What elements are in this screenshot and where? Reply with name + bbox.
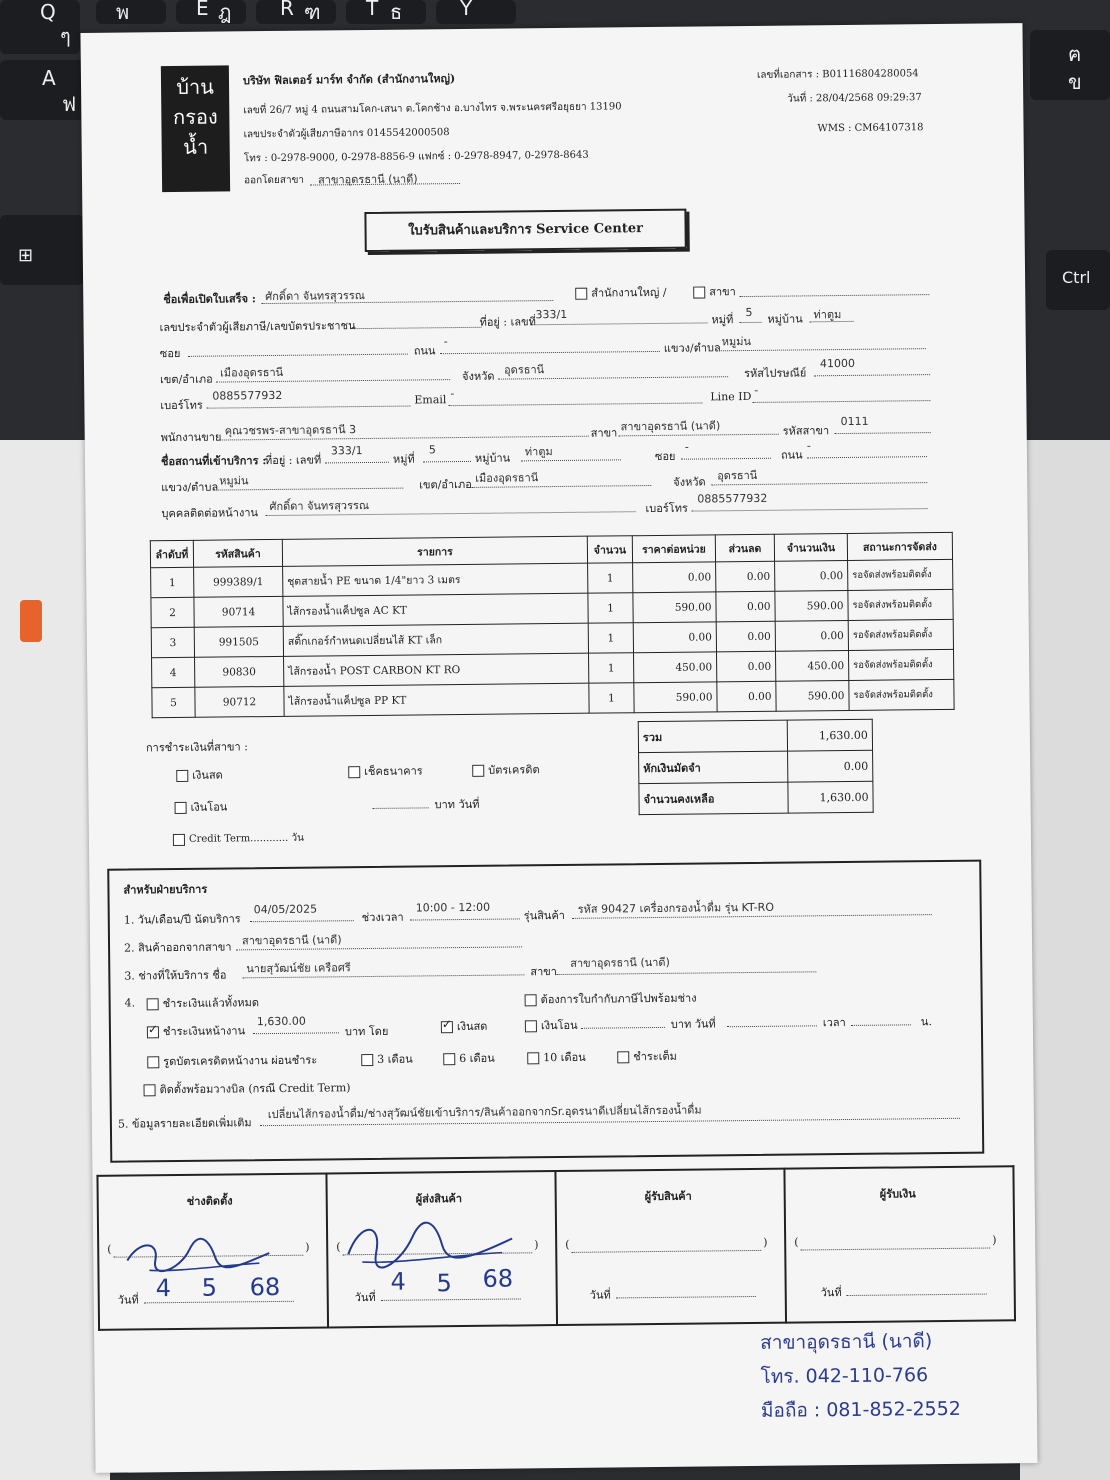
cell-qty: 1 bbox=[588, 623, 633, 653]
paid-all-label: ชำระเงินแล้วทั้งหมด bbox=[162, 996, 260, 1011]
sl-phone-label: เบอร์โทร bbox=[645, 501, 688, 516]
col-header: รายการ bbox=[282, 536, 587, 566]
additional-info-label: 5. ข้อมูลรายละเอียดเพิ่มเติม bbox=[117, 1116, 252, 1131]
sig-year: 68 bbox=[482, 1264, 514, 1293]
logo-line: น้ำ bbox=[183, 134, 209, 159]
company-phone: โทร : 0-2978-9000, 0-2978-8856-9 แฟกซ์ : 0-2978-8947, 0-2978-8643 bbox=[243, 149, 589, 165]
keyboard-key bbox=[256, 0, 336, 24]
m3-label: 3 เดือน bbox=[377, 1052, 413, 1066]
cell-code: 90714 bbox=[194, 596, 283, 627]
keyboard-key bbox=[436, 0, 516, 24]
keyboard-key bbox=[96, 0, 166, 24]
balance-value: 1,630.00 bbox=[788, 781, 873, 813]
cell-unit-price: 450.00 bbox=[634, 652, 717, 683]
service-section bbox=[107, 860, 984, 1163]
pay-onsite-option bbox=[147, 1021, 245, 1040]
issued-by-label: ออกโดยสาขา bbox=[243, 174, 305, 187]
sig-paren: ( bbox=[336, 1240, 341, 1254]
sig-paren: ( bbox=[565, 1237, 570, 1251]
install-bill-checkbox[interactable] bbox=[143, 1084, 155, 1096]
cell-discount: 0.00 bbox=[717, 651, 776, 682]
cell-description: ไส้กรองน้ำแค็ปซูล AC KT bbox=[283, 593, 588, 626]
village-value: ท่าตูม bbox=[813, 308, 842, 322]
cell-description: ไส้กรองน้ำ POST CARBON KT RO bbox=[284, 653, 589, 686]
paid-all-checkbox[interactable] bbox=[147, 998, 159, 1010]
pay-cash-label: เงินสด bbox=[192, 768, 223, 782]
staff-branch-value: สาขาอุดรธานี (นาดี) bbox=[620, 419, 721, 434]
sig-day: 4 bbox=[390, 1267, 407, 1296]
sig-paren: ) bbox=[305, 1240, 310, 1254]
pay-transfer-option bbox=[175, 797, 228, 816]
m6-checkbox[interactable] bbox=[443, 1053, 455, 1065]
signature-label: ผู้รับสินค้า bbox=[644, 1189, 692, 1204]
m10-label: 10 เดือน bbox=[543, 1050, 586, 1065]
signature-row bbox=[97, 1166, 1015, 1330]
cell-qty: 1 bbox=[589, 683, 634, 713]
key-label: ๆ bbox=[60, 24, 71, 48]
swipe-label: รูดบัตรเครดิตหน้างาน ผ่อนชำระ bbox=[163, 1053, 318, 1069]
summary-table bbox=[638, 719, 874, 815]
sl-subdistrict-value: หมูม่น bbox=[219, 474, 249, 488]
signature-label: ผู้รับเงิน bbox=[879, 1187, 916, 1201]
item4-number: 4. bbox=[124, 996, 136, 1010]
sig-paren: ) bbox=[992, 1233, 997, 1247]
signature-box-sender bbox=[326, 1171, 557, 1327]
cell-qty: 1 bbox=[588, 563, 633, 593]
cell-discount: 0.00 bbox=[717, 681, 776, 712]
subdistrict-value: หมูม่น bbox=[721, 334, 752, 349]
key-label: Y bbox=[460, 0, 473, 20]
onsite-n-label: น. bbox=[920, 1015, 932, 1029]
soi-label: ซอย bbox=[159, 346, 181, 361]
sig-date-label: วันที่ bbox=[117, 1293, 139, 1307]
pay-transfer-label: เงินโอน bbox=[190, 800, 228, 814]
need-receipt-checkbox[interactable] bbox=[525, 994, 537, 1006]
sl-soi-value: - bbox=[684, 440, 689, 454]
cell-amount: 590.00 bbox=[775, 590, 848, 621]
onsite-transfer-label: เงินโอน bbox=[540, 1018, 578, 1033]
pay-onsite-checkbox[interactable] bbox=[147, 1026, 159, 1038]
sl-province-value: อุดรธานี bbox=[717, 468, 758, 483]
tax-id-label: เลขประจำตัวผู้เสียภาษี/เลขบัตรประชาชน bbox=[159, 319, 356, 335]
logo-line: บ้าน bbox=[176, 74, 214, 99]
full-pay-checkbox[interactable] bbox=[617, 1051, 629, 1063]
windows-icon: ⊞ bbox=[18, 245, 34, 266]
issued-by-value: สาขาอุดรธานี (นาดี) bbox=[317, 172, 418, 187]
addr-label: ที่อยู่ : เลขที่ bbox=[479, 315, 536, 329]
sl-road-value: - bbox=[806, 439, 811, 453]
m10-checkbox[interactable] bbox=[527, 1052, 539, 1064]
full-pay-label: ชำระเต็ม bbox=[633, 1049, 677, 1064]
key-label: ข bbox=[1068, 70, 1082, 94]
cell-amount: 590.00 bbox=[776, 680, 849, 711]
key-label: R bbox=[280, 0, 294, 20]
sl-district-value: เมืองอุดรธานี bbox=[475, 471, 539, 485]
deposit-value: 0.00 bbox=[788, 750, 873, 782]
cell-code: 90830 bbox=[195, 656, 284, 687]
cell-discount: 0.00 bbox=[716, 621, 775, 652]
subdistrict-label: แขวง/ตำบล bbox=[663, 341, 721, 355]
key-label: Ctrl bbox=[1062, 268, 1091, 287]
cell-discount: 0.00 bbox=[716, 561, 775, 592]
need-receipt-option bbox=[525, 989, 697, 1009]
staff-branch-label: สาขา bbox=[590, 426, 618, 440]
cell-amount: 0.00 bbox=[775, 620, 848, 651]
onsite-baht-date: บาท วันที่ bbox=[670, 1017, 716, 1031]
company-name: บริษัท ฟิลเตอร์ มาร์ท จำกัด (สำนักงานใหญ่) bbox=[242, 72, 456, 88]
sig-month: 5 bbox=[436, 1269, 453, 1298]
key-label: A bbox=[42, 66, 56, 90]
sl-soi-label: ซอย bbox=[654, 449, 676, 463]
signature-label: ช่างติดตั้ง bbox=[186, 1194, 233, 1208]
summary-row bbox=[639, 750, 873, 783]
tech-branch-label: สาขา bbox=[530, 965, 558, 979]
deposit-label: หักเงินมัดจำ bbox=[639, 751, 788, 784]
tech-branch-value: สาขาอุดรธานี (นาดี) bbox=[570, 955, 670, 970]
baht-by-label: บาท โดย bbox=[344, 1024, 389, 1039]
hq-option bbox=[575, 283, 667, 302]
cell-qty: 1 bbox=[589, 653, 634, 683]
pay-cash-checkbox[interactable] bbox=[176, 770, 188, 782]
doc-date: วันที่ : 28/04/2568 09:29:37 bbox=[787, 92, 922, 105]
cell-code: 991505 bbox=[194, 626, 283, 657]
document-title-text: ใบรับสินค้าและบริการ Service Center bbox=[408, 221, 644, 239]
doc-number: เลขที่เอกสาร : B01116804280054 bbox=[756, 68, 919, 81]
key-label: ฅ bbox=[1068, 42, 1082, 66]
cell-index: 3 bbox=[151, 627, 194, 657]
onsite-transfer-checkbox[interactable] bbox=[525, 1020, 537, 1032]
phone-label: เบอร์โทร bbox=[160, 398, 203, 413]
cell-index: 2 bbox=[151, 597, 194, 627]
keyboard-key bbox=[0, 0, 80, 54]
onsite-cash-option bbox=[441, 1017, 488, 1035]
pay-card-option bbox=[472, 760, 540, 779]
cell-qty: 1 bbox=[588, 593, 633, 623]
addr-no: 333/1 bbox=[535, 307, 568, 322]
summary-row bbox=[638, 719, 872, 752]
key-label: ฟ bbox=[62, 92, 77, 116]
keyboard-key bbox=[1030, 30, 1110, 100]
payment-label: การชำระเงินที่สาขา : bbox=[145, 740, 248, 755]
m6-option bbox=[443, 1049, 495, 1068]
swipe-checkbox[interactable] bbox=[147, 1056, 159, 1068]
hq-checkbox[interactable] bbox=[575, 288, 587, 300]
stamp-branch: สาขาอุดรธานี (นาดี) bbox=[760, 1330, 933, 1354]
additional-info-value: เปลี่ยนไส้กรองน้ำดื่ม/ช่างสุวัฒน์ชัยเข้าบริการ/สินค้าออกจากSr.อุดรนาดีเปลี่ยนไส้กรองน้ำดื่ม bbox=[267, 1103, 702, 1122]
signature-table bbox=[96, 1165, 1016, 1331]
pay-card-checkbox[interactable] bbox=[472, 765, 484, 777]
stamp-tel: โทร. 042-110-766 bbox=[760, 1364, 929, 1388]
cell-unit-price: 590.00 bbox=[633, 592, 716, 623]
pay-onsite-amount: 1,630.00 bbox=[256, 1014, 306, 1029]
col-header: รหัสสินค้า bbox=[193, 539, 282, 567]
col-header: ราคาต่อหน่วย bbox=[632, 535, 715, 563]
district-label: เขต/อำเภอ bbox=[160, 372, 213, 387]
cell-unit-price: 0.00 bbox=[633, 562, 716, 593]
cell-index: 5 bbox=[152, 687, 195, 717]
postcode-value: 41000 bbox=[819, 356, 856, 371]
sales-label: พนักงานขาย bbox=[160, 430, 222, 445]
sig-date-label: วันที่ bbox=[820, 1286, 842, 1300]
village-label: หมู่บ้าน bbox=[767, 312, 803, 326]
sl-moo-label: หมู่ที่ bbox=[392, 452, 415, 466]
service-location-label: ชื่อสถานที่เข้าบริการ : bbox=[160, 454, 267, 469]
company-address: เลขที่ 26/7 หมู่ 4 ถนนสามโคก-เสนา ต.โคกช้าง อ.บางไทร จ.พระนครศรีอยุธยา 13190 bbox=[243, 101, 622, 117]
sig-paren: ( bbox=[107, 1242, 112, 1256]
cell-status: รอจัดส่งพร้อมติดตั้ง bbox=[848, 559, 953, 590]
cell-status: รอจัดส่งพร้อมติดตั้ง bbox=[848, 649, 953, 680]
province-label: จังหวัด bbox=[462, 369, 495, 383]
cell-index: 4 bbox=[152, 657, 195, 687]
sl-village-label: หมู่บ้าน bbox=[474, 451, 511, 465]
key-label: พ bbox=[116, 0, 130, 24]
branch-option bbox=[693, 282, 736, 300]
signature-box-receiver bbox=[555, 1169, 786, 1325]
sl-village-value: ท่าตูม bbox=[524, 445, 553, 459]
onsite-cash-label: เงินสด bbox=[456, 1019, 488, 1034]
balance-label: จำนวนคงเหลือ bbox=[639, 782, 788, 815]
pay-baht-date: บาท วันที่ bbox=[434, 797, 480, 812]
sl-phone-value: 0885577932 bbox=[697, 491, 768, 506]
onsite-time-label: เวลา bbox=[822, 1016, 846, 1030]
sl-province-label: จังหวัด bbox=[673, 475, 706, 489]
signature-box-payee bbox=[784, 1166, 1015, 1322]
out-of-branch-value: สาขาอุดรธานี (นาดี) bbox=[241, 933, 342, 948]
postcode-label: รหัสไปรษณีย์ bbox=[744, 366, 807, 381]
sales-value: คุณวชรพร-สาขาอุดรธานี 3 bbox=[224, 423, 357, 438]
moo-label: หมู่ที่ bbox=[711, 313, 734, 327]
cell-code: 999389/1 bbox=[194, 566, 283, 597]
cell-code: 90712 bbox=[195, 686, 284, 717]
model-value: รหัส 90427 เครื่องกรองน้ำดื่ม รุ่น KT-RO bbox=[577, 900, 775, 916]
pay-cash-option bbox=[176, 766, 223, 784]
keyboard-key bbox=[346, 0, 426, 24]
pay-cheque-label: เช็คธนาคาร bbox=[364, 764, 423, 779]
keyboard-key bbox=[176, 0, 246, 24]
line-value: - bbox=[754, 383, 759, 397]
col-header: ส่วนลด bbox=[715, 534, 774, 562]
moo-value: 5 bbox=[745, 305, 753, 320]
email-value: - bbox=[450, 387, 455, 401]
sl-district-label: เขต/อำเภอ bbox=[419, 477, 472, 492]
full-pay-option bbox=[617, 1047, 677, 1066]
sig-paren: ) bbox=[763, 1235, 768, 1249]
logo-line: กรอง bbox=[172, 104, 218, 130]
contact-value: ศักดิ์ดา จันทรสุวรรณ bbox=[269, 498, 370, 514]
cell-amount: 450.00 bbox=[775, 650, 848, 681]
district-value: เมืองอุดรธานี bbox=[219, 365, 284, 380]
paid-all-option bbox=[147, 993, 260, 1012]
pay-transfer-checkbox[interactable] bbox=[175, 802, 187, 814]
company-logo bbox=[161, 65, 230, 192]
service-heading: สำหรับฝ่ายบริการ bbox=[123, 882, 208, 897]
stamp-mobile: มือถือ : 081-852-2552 bbox=[760, 1397, 961, 1422]
technician-value: นายสุวัฒน์ชัย เครือศรี bbox=[246, 961, 351, 976]
sig-paren: ) bbox=[534, 1238, 539, 1252]
cell-amount: 0.00 bbox=[775, 560, 848, 591]
credit-term-checkbox[interactable] bbox=[173, 833, 185, 845]
m3-option bbox=[361, 1050, 413, 1069]
sl-road-label: ถนน bbox=[780, 448, 803, 462]
contact-label: บุคคลติดต่อหน้างาน bbox=[161, 506, 259, 521]
cell-unit-price: 590.00 bbox=[634, 682, 717, 713]
sig-date-label: วันที่ bbox=[354, 1290, 376, 1305]
key-label: ฑ bbox=[304, 0, 321, 24]
m6-label: 6 เดือน bbox=[459, 1051, 495, 1066]
cell-description: ชุดสายน้ำ PE ขนาด 1/4"ยาว 3 เมตร bbox=[283, 563, 588, 596]
keyboard-key bbox=[1046, 250, 1110, 310]
sig-year: 68 bbox=[249, 1272, 281, 1302]
m3-checkbox[interactable] bbox=[361, 1054, 373, 1066]
summary-row bbox=[639, 781, 873, 814]
hq-label: สำนักงานใหญ่ / bbox=[591, 285, 667, 300]
col-header: ลำดับที่ bbox=[150, 540, 193, 567]
service-receipt-document bbox=[80, 23, 1037, 1473]
wms-number: WMS : CM64107318 bbox=[817, 122, 924, 135]
m10-option bbox=[527, 1048, 586, 1067]
col-header: จำนวน bbox=[587, 536, 632, 563]
key-label: ธ bbox=[390, 0, 403, 24]
phone-value: 0885577932 bbox=[212, 388, 283, 403]
sig-date-label: วันที่ bbox=[589, 1288, 611, 1302]
keyboard-key bbox=[0, 215, 84, 285]
model-label: รุ่นสินค้า bbox=[523, 908, 566, 923]
pay-cheque-option bbox=[348, 761, 423, 780]
cell-index: 1 bbox=[151, 567, 194, 597]
key-label: T bbox=[366, 0, 379, 20]
pay-cheque-checkbox[interactable] bbox=[348, 766, 360, 778]
company-tax-id: เลขประจำตัวผู้เสียภาษีอากร 0145542000508 bbox=[243, 127, 450, 141]
appt-date-value: 04/05/2025 bbox=[253, 902, 318, 917]
province-value: อุดรธานี bbox=[503, 363, 545, 377]
total-label: รวม bbox=[638, 720, 787, 753]
total-value: 1,630.00 bbox=[787, 719, 872, 751]
branch-checkbox[interactable] bbox=[693, 286, 705, 298]
customer-name-value: ศักดิ์ดา จันทรสุวรรณ bbox=[265, 289, 365, 304]
road-label: ถนน bbox=[413, 344, 436, 358]
document-title bbox=[364, 209, 686, 252]
cell-description: สติ๊กเกอร์กำหนดเปลี่ยนไส้ KT เล็ก bbox=[283, 623, 588, 656]
sig-paren: ( bbox=[794, 1235, 799, 1249]
signature-label: ผู้ส่งสินค้า bbox=[415, 1192, 463, 1206]
sl-subdistrict-label: แขวง/ตำบล bbox=[161, 480, 219, 495]
key-label: E bbox=[196, 0, 209, 20]
appt-time-label: ช่วงเวลา bbox=[361, 910, 404, 925]
col-header: สถานะการจัดส่ง bbox=[847, 532, 952, 560]
cell-status: รอจัดส่งพร้อมติดตั้ง bbox=[848, 619, 953, 650]
email-label: Email bbox=[414, 393, 447, 407]
need-receipt-label: ต้องการใบกำกับภาษีไปพร้อมช่าง bbox=[540, 991, 697, 1007]
technician-label: 3. ช่างที่ให้บริการ ชื่อ bbox=[124, 968, 227, 983]
onsite-cash-checkbox[interactable] bbox=[441, 1021, 453, 1033]
orange-clip bbox=[20, 600, 42, 642]
cell-unit-price: 0.00 bbox=[633, 622, 716, 653]
key-label: Q bbox=[40, 0, 56, 24]
cell-status: รอจัดส่งพร้อมติดตั้ง bbox=[849, 679, 954, 710]
out-of-branch-label: 2. สินค้าออกจากสาขา bbox=[124, 940, 232, 955]
appt-date-label: 1. วัน/เดือน/ปี นัดบริการ bbox=[123, 912, 241, 927]
credit-term-label: Credit Term............ วัน bbox=[188, 832, 304, 845]
sig-month: 5 bbox=[201, 1273, 218, 1302]
branch-code-label: รหัสสาขา bbox=[782, 424, 830, 438]
items-table bbox=[150, 532, 955, 718]
cell-discount: 0.00 bbox=[716, 591, 775, 622]
road-value: - bbox=[443, 335, 448, 349]
sig-day: 4 bbox=[155, 1274, 172, 1303]
sl-moo-value: 5 bbox=[428, 443, 436, 457]
credit-term-option bbox=[173, 831, 304, 847]
install-bill-option bbox=[143, 1078, 350, 1098]
onsite-transfer-option bbox=[525, 1016, 578, 1035]
swipe-option bbox=[147, 1051, 317, 1071]
line-label: Line ID bbox=[710, 389, 752, 404]
keyboard-key bbox=[0, 60, 84, 120]
appt-time-value: 10:00 - 12:00 bbox=[415, 900, 491, 915]
col-header: จำนวนเงิน bbox=[774, 533, 847, 561]
sl-addr-no: 333/1 bbox=[330, 444, 363, 458]
pay-onsite-label: ชำระเงินหน้างาน bbox=[162, 1024, 246, 1039]
branch-label: สาขา bbox=[709, 285, 736, 299]
cell-status: รอจัดส่งพร้อมติดตั้ง bbox=[848, 589, 953, 620]
install-bill-label: ติดตั้งพร้อมวางบิล (กรณี Credit Term) bbox=[159, 1081, 351, 1097]
pay-card-label: บัตรเครดิต bbox=[488, 763, 540, 777]
signature-box-installer bbox=[97, 1173, 328, 1329]
branch-code-value: 0111 bbox=[840, 414, 869, 429]
customer-name-label: ชื่อเพื่อเปิดใบเสร็จ : bbox=[163, 292, 257, 307]
key-label: ฎ bbox=[218, 0, 232, 24]
cell-description: ไส้กรองน้ำแค็ปซูล PP KT bbox=[284, 683, 589, 716]
sl-addr-label: ที่อยู่ : เลขที่ bbox=[264, 453, 322, 468]
